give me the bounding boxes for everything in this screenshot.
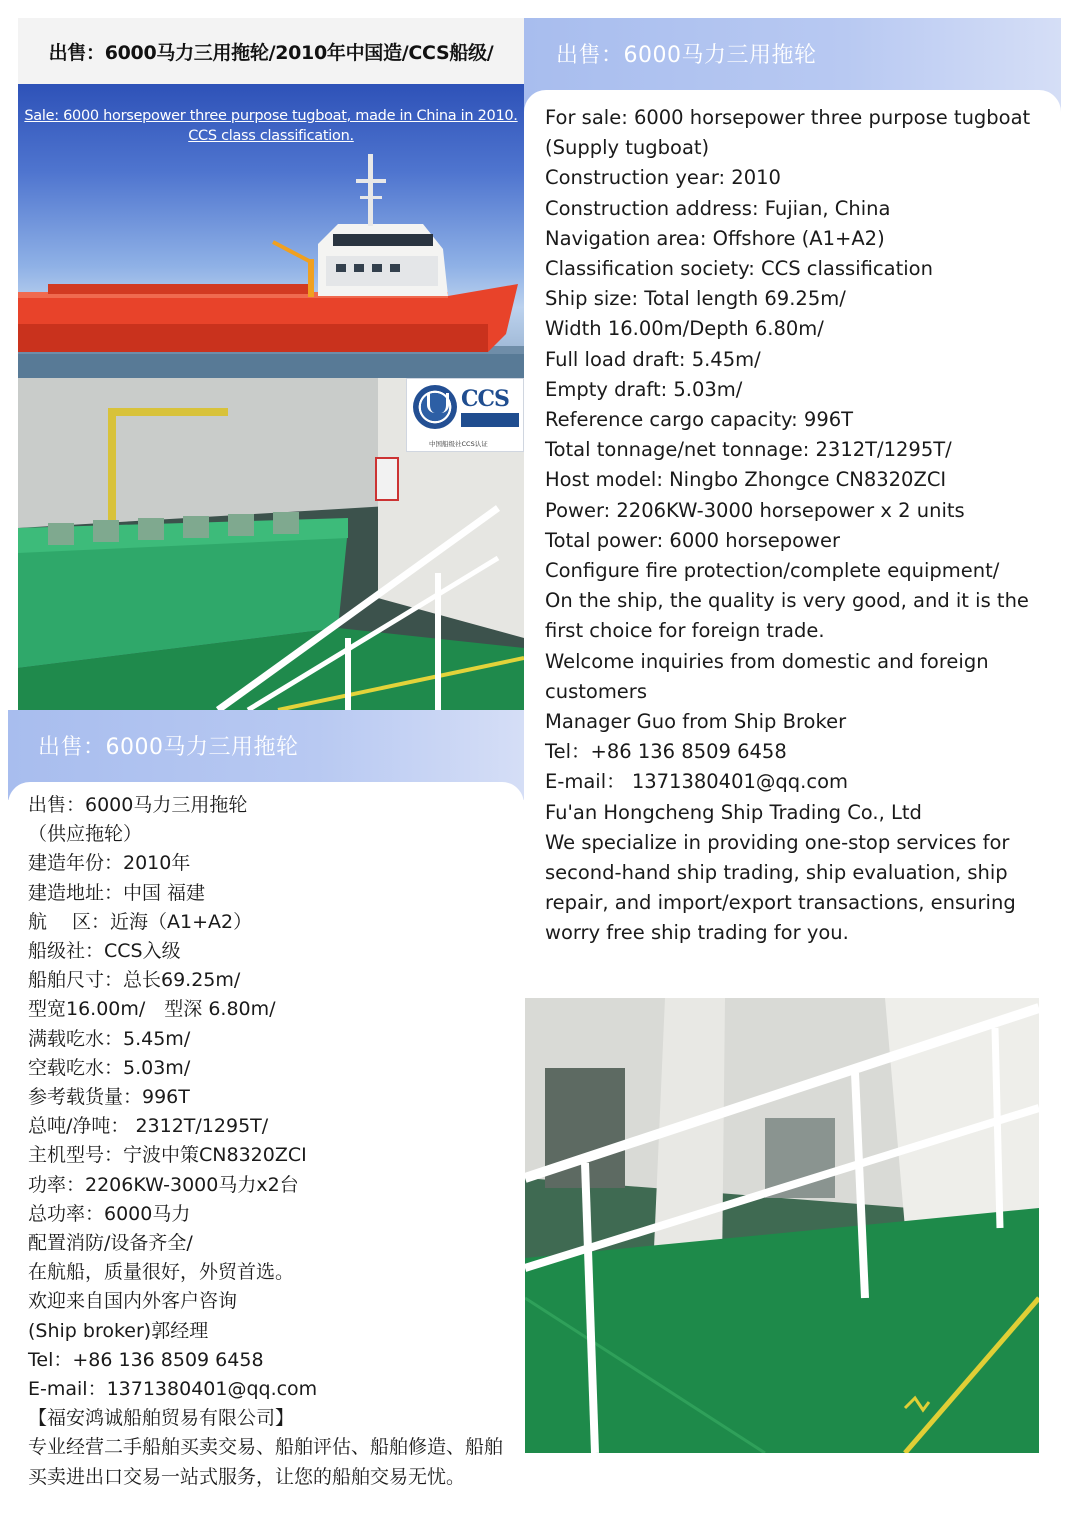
spec-line: E-mail：1371380401@qq.com xyxy=(28,1378,318,1401)
ccs-logo-letters: CCS xyxy=(461,386,509,412)
tugboat-caption-line-1: Sale: 6000 horsepower three purpose tugboat, made in China in 2010. xyxy=(24,108,518,124)
spec-line: Power: 2206KW-3000 horsepower x 2 units xyxy=(545,498,965,522)
ccs-logo-banner xyxy=(461,413,519,427)
spec-line: 欢迎来自国内外客户咨询 xyxy=(28,1290,238,1313)
spec-line: Full load draft: 5.45m/ xyxy=(545,347,761,371)
deck-railing-photo xyxy=(525,998,1039,1453)
spec-line: 在航船，质量很好，外贸首选。 xyxy=(28,1261,295,1284)
spec-line: On the ship, the quality is very good, and it is the first choice for foreign trade. xyxy=(545,589,1029,643)
spec-line: 【福安鸿诚船舶贸易有限公司】 xyxy=(28,1407,295,1430)
right-card-title: 出售：6000马力三用拖轮 xyxy=(556,43,817,68)
spec-line: 空载吃水：5.03m/ xyxy=(28,1056,191,1079)
spec-line: Empty draft: 5.03m/ xyxy=(545,377,743,401)
engine-room-photo xyxy=(18,378,524,710)
spec-line: Host model: Ningbo Zhongce CN8320ZCI xyxy=(545,468,947,492)
spec-line: 功率：2206KW-3000马力x2台 xyxy=(28,1173,299,1196)
spec-line: Width 16.00m/Depth 6.80m/ xyxy=(545,317,824,341)
spec-line: Total tonnage/net tonnage: 2312T/1295T/ xyxy=(545,438,952,462)
spec-line: 满载吃水：5.45m/ xyxy=(28,1027,191,1050)
spec-line: 建造年份：2010年 xyxy=(28,852,191,875)
spec-line: 配置消防/设备齐全/ xyxy=(28,1232,193,1255)
spec-line: E-mail： 1371380401@qq.com xyxy=(545,770,849,794)
spec-line: Configure fire protection/complete equipment/ xyxy=(545,559,1000,583)
spec-line: (Ship broker)郭经理 xyxy=(28,1319,209,1342)
spec-line: We specialize in providing one-stop services for second-hand ship trading, ship evaluation, ship repair, and import/export transactions, ensuring worry free ship trading for you. xyxy=(545,830,1016,945)
spec-line: For sale: 6000 horsepower three purpose tugboat xyxy=(545,106,1031,129)
spec-line: (Supply tugboat) xyxy=(545,136,710,160)
ccs-logo-note: 中国船级社CCS认证 xyxy=(429,440,488,448)
anchor-icon xyxy=(427,393,449,413)
tugboat-caption xyxy=(18,106,524,146)
spec-line: 主机型号：宁波中策CN8320ZCI xyxy=(28,1144,307,1167)
tugboat-photo xyxy=(18,84,524,378)
spec-line: 航 区：近海（A1+A2） xyxy=(28,910,253,933)
spec-line: 参考载货量：996T xyxy=(28,1086,190,1109)
spec-line: 船舶尺寸：总长69.25m/ xyxy=(28,969,241,992)
spec-line: Navigation area: Offshore (A1+A2) xyxy=(545,226,885,250)
spec-line: 专业经营二手船舶买卖交易、船舶评估、船舶修造、船舶买卖进出口交易一站式服务，让您的船舶交易无忧。 xyxy=(28,1436,504,1488)
spec-line: Reference cargo capacity: 996T xyxy=(545,408,854,432)
spec-line: Ship size: Total length 69.25m/ xyxy=(545,287,846,311)
spec-line: Construction year: 2010 xyxy=(545,166,781,190)
spec-line: Fu'an Hongcheng Ship Trading Co., Ltd xyxy=(545,800,922,824)
tugboat-caption-line-2: CCS class classification. xyxy=(188,128,354,144)
spec-line: Total power: 6000 horsepower xyxy=(545,528,840,552)
page-title-text: 出售：6000马力三用拖轮/2010年中国造/CCS船级/ xyxy=(48,41,494,64)
page-title xyxy=(18,18,524,84)
deck-railing-illustration xyxy=(525,998,1039,1453)
spec-line: （供应拖轮） xyxy=(28,823,143,846)
chinese-spec-list xyxy=(28,791,518,1492)
spec-line: Classification society: CCS classification xyxy=(545,257,933,281)
spec-line: Welcome inquiries from domestic and foreign customers xyxy=(545,649,989,703)
spec-line: Manager Guo from Ship Broker xyxy=(545,710,847,734)
spec-line: 总功率：6000马力 xyxy=(28,1202,191,1225)
spec-line: 出售：6000马力三用拖轮 xyxy=(28,794,248,816)
spec-line: 总吨/净吨： 2312T/1295T/ xyxy=(28,1115,269,1138)
spec-line: Construction address: Fujian, China xyxy=(545,196,891,220)
spec-line: 船级社：CCS入级 xyxy=(28,940,181,963)
english-spec-list xyxy=(545,103,1045,949)
spec-line: Tel：+86 136 8509 6458 xyxy=(28,1348,264,1371)
left-card-title: 出售：6000马力三用拖轮 xyxy=(38,735,299,760)
spec-line: 建造地址：中国 福建 xyxy=(28,881,206,904)
ccs-logo xyxy=(406,378,524,452)
spec-line: 型宽16.00m/ 型深 6.80m/ xyxy=(28,998,276,1021)
spec-line: Tel：+86 136 8509 6458 xyxy=(545,740,787,764)
